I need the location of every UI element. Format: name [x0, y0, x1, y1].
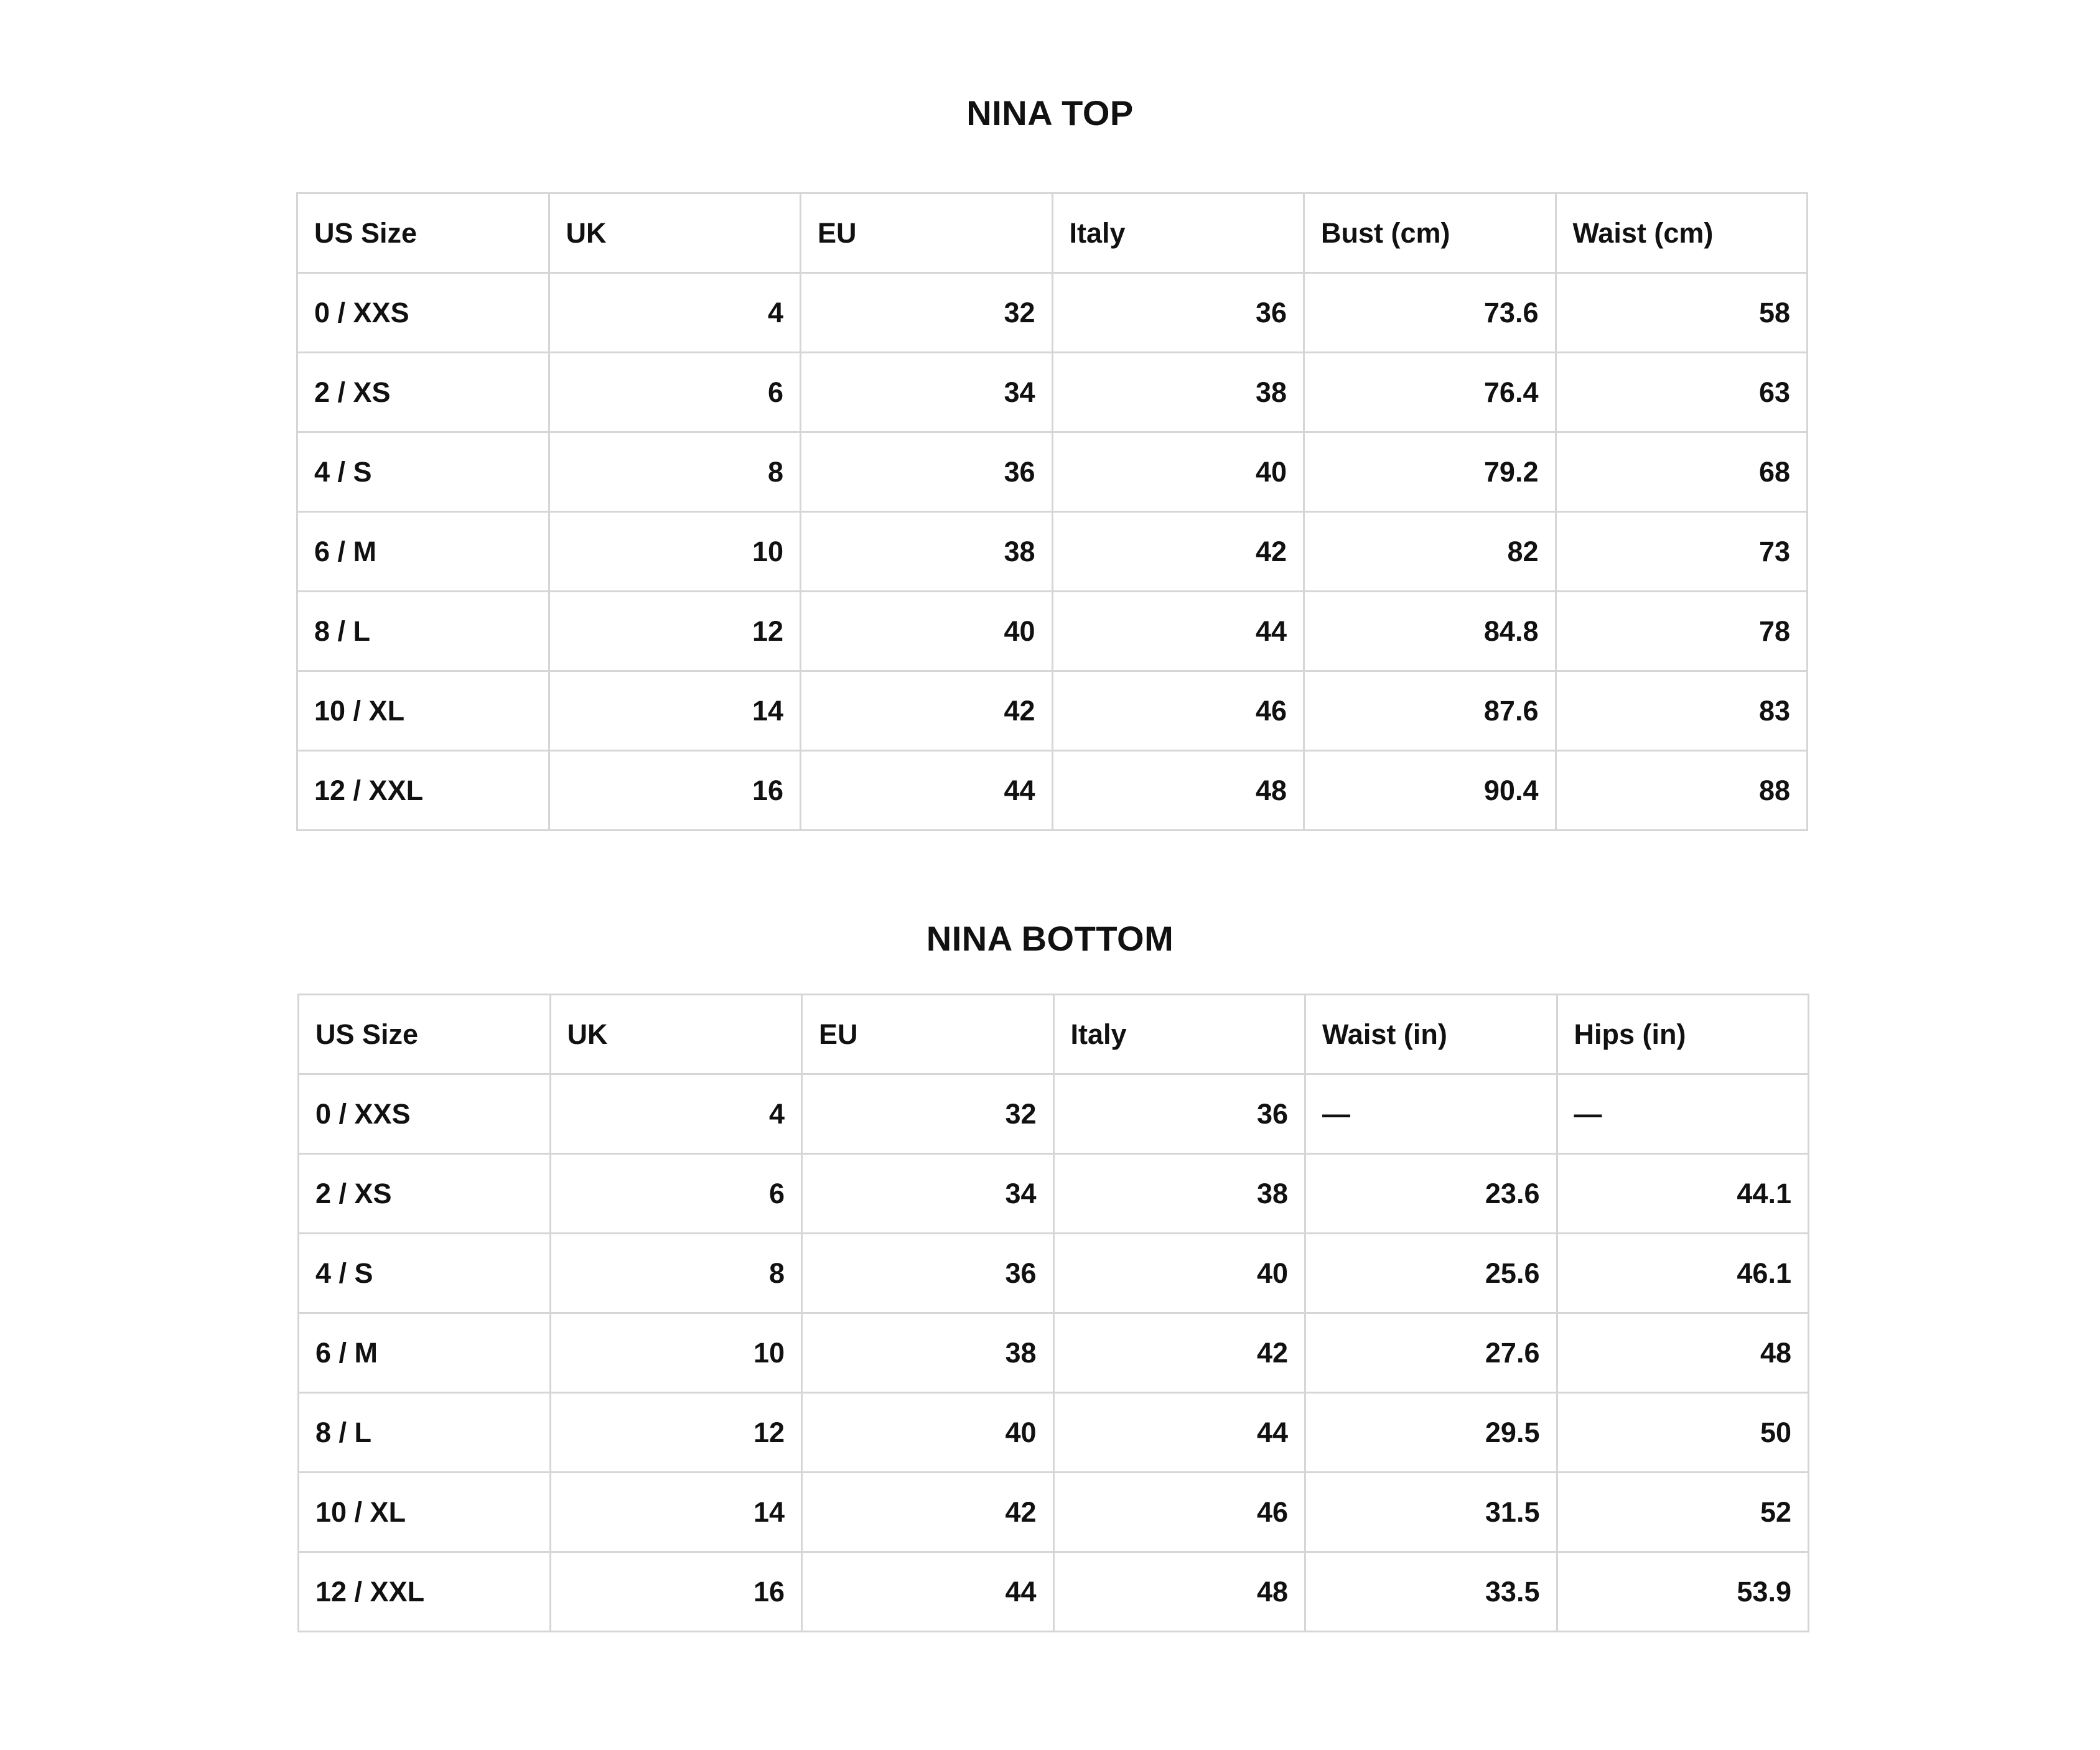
table-cell: 68: [1556, 432, 1808, 512]
table-row: [297, 751, 1808, 831]
table-cell: 73.6: [1304, 273, 1556, 353]
table-cell: 36: [1053, 1074, 1305, 1154]
column-header: Italy: [1053, 995, 1305, 1074]
table-cell: 25.6: [1305, 1234, 1557, 1313]
size-label-cell: 6 / M: [297, 512, 549, 592]
table-row: [297, 273, 1808, 353]
table-cell: 46: [1053, 1473, 1305, 1552]
table-cell: 48: [1053, 1552, 1305, 1632]
table-cell: 52: [1557, 1473, 1809, 1552]
table-cell: 36: [1052, 273, 1304, 353]
table-cell: 83: [1556, 671, 1808, 751]
table-row: [299, 1313, 1809, 1393]
column-header: Hips (in): [1557, 995, 1809, 1074]
table-cell: 84.8: [1304, 592, 1556, 671]
table-cell: 14: [550, 1473, 802, 1552]
table-cell: 14: [549, 671, 801, 751]
size-label-cell: 0 / XXS: [297, 273, 549, 353]
table-cell: 44: [1053, 1393, 1305, 1473]
table-row: [299, 1473, 1809, 1552]
size-label-cell: 4 / S: [299, 1234, 551, 1313]
table-cell: 38: [802, 1313, 1054, 1393]
table-row: [297, 512, 1808, 592]
size-label-cell: 12 / XXL: [299, 1552, 551, 1632]
table-row: [299, 1234, 1809, 1313]
table-cell: 10: [549, 512, 801, 592]
column-header: Waist (in): [1305, 995, 1557, 1074]
size-label-cell: 6 / M: [299, 1313, 551, 1393]
table-cell: 38: [1052, 353, 1304, 432]
table-cell: 4: [550, 1074, 802, 1154]
nina-top-title: NINA TOP: [966, 93, 1134, 133]
table-cell: 32: [801, 273, 1053, 353]
table-cell: 23.6: [1305, 1154, 1557, 1234]
size-label-cell: 8 / L: [297, 592, 549, 671]
table-cell: 48: [1557, 1313, 1809, 1393]
table-cell: 50: [1557, 1393, 1809, 1473]
table-cell: 78: [1556, 592, 1808, 671]
table-cell: 33.5: [1305, 1552, 1557, 1632]
table-cell: 42: [1052, 512, 1304, 592]
table-cell: 44: [802, 1552, 1054, 1632]
table-cell: 8: [550, 1234, 802, 1313]
table-cell: 44: [801, 751, 1053, 831]
table-cell: 42: [801, 671, 1053, 751]
table-cell: 46.1: [1557, 1234, 1809, 1313]
table-cell: 40: [1052, 432, 1304, 512]
table-row: [297, 432, 1808, 512]
table-row: [297, 671, 1808, 751]
column-header: UK: [549, 193, 801, 273]
table-cell: —: [1557, 1074, 1809, 1154]
size-label-cell: 10 / XL: [299, 1473, 551, 1552]
column-header: US Size: [299, 995, 551, 1074]
table-cell: 29.5: [1305, 1393, 1557, 1473]
column-header: US Size: [297, 193, 549, 273]
column-header: Waist (cm): [1556, 193, 1808, 273]
table-cell: 16: [549, 751, 801, 831]
size-label-cell: 12 / XXL: [297, 751, 549, 831]
table-cell: 82: [1304, 512, 1556, 592]
header-row: [299, 995, 1809, 1074]
table-cell: 58: [1556, 273, 1808, 353]
table-cell: 12: [550, 1393, 802, 1473]
table-cell: 90.4: [1304, 751, 1556, 831]
table-cell: —: [1305, 1074, 1557, 1154]
nina-bottom-size-table: [297, 994, 1809, 1632]
size-label-cell: 0 / XXS: [299, 1074, 551, 1154]
table-cell: 76.4: [1304, 353, 1556, 432]
table-cell: 53.9: [1557, 1552, 1809, 1632]
table-row: [299, 1074, 1809, 1154]
table-row: [297, 592, 1808, 671]
table-cell: 38: [1053, 1154, 1305, 1234]
size-label-cell: 4 / S: [297, 432, 549, 512]
table-cell: 40: [801, 592, 1053, 671]
table-cell: 42: [802, 1473, 1054, 1552]
table-cell: 16: [550, 1552, 802, 1632]
table-cell: 79.2: [1304, 432, 1556, 512]
table-cell: 44: [1052, 592, 1304, 671]
header-row: [297, 193, 1808, 273]
column-header: EU: [801, 193, 1053, 273]
table-cell: 12: [549, 592, 801, 671]
column-header: Italy: [1052, 193, 1304, 273]
table-row: [297, 353, 1808, 432]
table-cell: 63: [1556, 353, 1808, 432]
table-cell: 36: [802, 1234, 1054, 1313]
table-cell: 8: [549, 432, 801, 512]
table-cell: 27.6: [1305, 1313, 1557, 1393]
nina-top-size-table: [296, 192, 1808, 831]
table-cell: 42: [1053, 1313, 1305, 1393]
table-cell: 88: [1556, 751, 1808, 831]
column-header: EU: [802, 995, 1054, 1074]
table-cell: 36: [801, 432, 1053, 512]
table-cell: 32: [802, 1074, 1054, 1154]
size-label-cell: 2 / XS: [299, 1154, 551, 1234]
table-row: [299, 1154, 1809, 1234]
size-label-cell: 2 / XS: [297, 353, 549, 432]
table-cell: 38: [801, 512, 1053, 592]
size-label-cell: 10 / XL: [297, 671, 549, 751]
table-cell: 40: [1053, 1234, 1305, 1313]
nina-bottom-title: NINA BOTTOM: [926, 919, 1174, 958]
table-cell: 87.6: [1304, 671, 1556, 751]
table-cell: 40: [802, 1393, 1054, 1473]
table-cell: 10: [550, 1313, 802, 1393]
table-cell: 31.5: [1305, 1473, 1557, 1552]
size-label-cell: 8 / L: [299, 1393, 551, 1473]
table-row: [299, 1393, 1809, 1473]
table-cell: 48: [1052, 751, 1304, 831]
column-header: Bust (cm): [1304, 193, 1556, 273]
table-cell: 34: [802, 1154, 1054, 1234]
table-cell: 34: [801, 353, 1053, 432]
table-cell: 46: [1052, 671, 1304, 751]
column-header: UK: [550, 995, 802, 1074]
table-cell: 4: [549, 273, 801, 353]
table-cell: 6: [550, 1154, 802, 1234]
table-cell: 73: [1556, 512, 1808, 592]
table-row: [299, 1552, 1809, 1632]
table-cell: 44.1: [1557, 1154, 1809, 1234]
table-cell: 6: [549, 353, 801, 432]
